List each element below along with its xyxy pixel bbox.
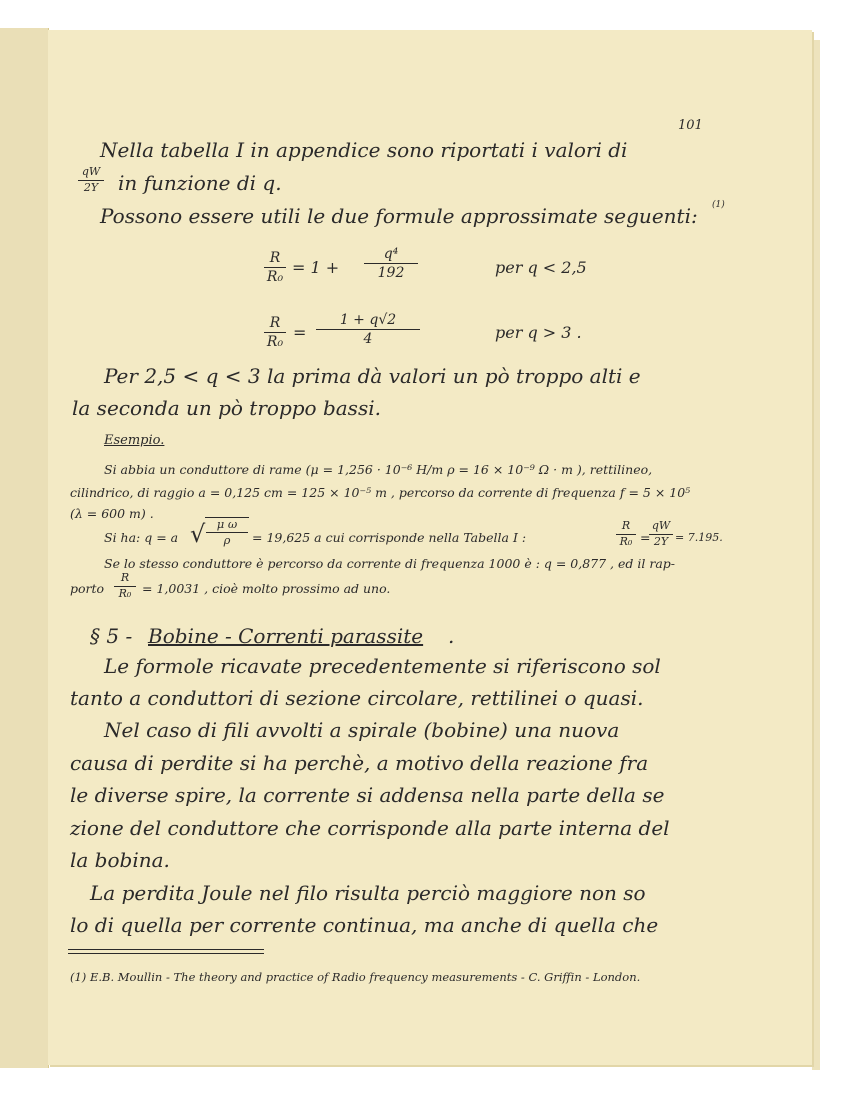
tab-frac2 — [649, 520, 673, 548]
formula1-rhs-num: q⁴ — [383, 246, 399, 262]
porto-den: R₀ — [118, 586, 132, 600]
example-line4-mid: = 19,625 a cui corrisponde nella Tabella I : — [252, 530, 527, 545]
example-line6-rest: = 1,0031 , cioè molto prossimo ad uno. — [142, 581, 391, 596]
section-number: § 5 - — [90, 624, 133, 648]
formula2-rhs — [316, 312, 420, 347]
section-period: . — [448, 624, 455, 648]
body-line-7: la bobina. — [70, 848, 170, 872]
tab-frac1 — [616, 520, 636, 548]
para3-line1: Per 2,5 < q < 3 la prima dà valori un pò troppo alti e — [104, 364, 641, 388]
fraction-bar — [264, 332, 286, 333]
tab-frac1-den: R₀ — [619, 534, 633, 548]
body-line-6: zione del conduttore che corrisponde alla parte interna del — [70, 816, 670, 840]
para2-line: Possono essere utili le due formule approssimate seguenti: — [100, 204, 698, 228]
tab-value: = 7.195. — [675, 531, 723, 544]
body-line-4: causa di perdite si ha perchè, a motivo della reazione fra — [70, 751, 649, 775]
para1-line1: Nella tabella I in appendice sono riportati i valori di — [100, 138, 628, 162]
right-page-edge — [812, 40, 820, 1070]
sqrt-den: ρ — [223, 533, 231, 548]
formula1-rhs — [364, 246, 418, 281]
body-line-8: La perdita Joule nel filo risulta perciò maggiore non so — [90, 881, 646, 905]
formula2-rhs-den: 4 — [363, 331, 373, 348]
porto-fraction — [114, 572, 136, 600]
frac-den: 2Y — [83, 180, 99, 194]
formula1-equals: = 1 + — [292, 258, 340, 277]
page-number: 101 — [678, 118, 703, 133]
example-heading: Esempio. — [104, 433, 165, 448]
formula1-rhs-den: 192 — [377, 265, 405, 282]
example-line6-prefix: porto — [70, 581, 105, 596]
body-line-3: Nel caso di fili avvolti a spirale (bobine) una nuova — [104, 718, 620, 742]
example-line3: (λ = 600 m) . — [70, 506, 154, 521]
formula2-lhs-num: R — [269, 315, 281, 331]
example-line5: Se lo stesso conduttore è percorso da corrente di frequenza 1000 è : q = 0,877 , ed il rap- — [104, 556, 675, 571]
body-line-5: le diverse spire, la corrente si addensa nella parte della se — [70, 783, 665, 807]
sqrt-symbol: √ — [190, 520, 206, 548]
footnote-separator-2 — [68, 953, 264, 954]
para3-line2: la seconda un pò troppo bassi. — [72, 396, 381, 420]
formula2-rhs-num: 1 + q√2 — [339, 312, 397, 328]
example-line1: Si abbia un conduttore di rame (μ = 1,256 · 10⁻⁶ H/m ρ = 16 × 10⁻⁹ Ω · m ), rettilineo, — [104, 462, 653, 477]
formula2-condition: per q > 3 . — [495, 323, 582, 342]
fraction-bar — [364, 263, 418, 264]
tab-frac2-den: 2Y — [653, 534, 669, 548]
left-page-edge — [0, 28, 49, 1068]
formula2-lhs — [264, 315, 286, 350]
fraction-qW-2Y — [78, 166, 104, 194]
formula2-equals: = — [293, 323, 307, 342]
footnote-separator — [68, 949, 264, 950]
body-line-2: tanto a conduttori di sezione circolare, rettilinei o quasi. — [70, 686, 644, 710]
section-title: Bobine - Correnti parassite — [148, 624, 424, 648]
fraction-bar — [316, 329, 420, 330]
example-line2: cilindrico, di raggio a = 0,125 cm = 125 × 10⁻⁵ m , percorso da corrente di frequenza f = 5 × 10⁵ — [70, 485, 691, 500]
tab-frac2-num: qW — [651, 519, 671, 532]
eq-sign: = — [640, 530, 651, 545]
tab-frac1-num: R — [621, 519, 631, 532]
body-line-9: lo di quella per corrente continua, ma anche di quella che — [70, 913, 659, 937]
formula1-lhs-den: R₀ — [266, 269, 284, 286]
footnote-text: (1) E.B. Moullin - The theory and practice of Radio frequency measurements - C. Griffin - London. — [70, 970, 641, 984]
sqrt-num: μ ω — [216, 517, 238, 531]
body-line-1: Le formole ricavate precedentemente si riferiscono sol — [104, 654, 661, 678]
example-line4-prefix: Si ha: q = a — [104, 530, 179, 545]
frac-num: qW — [81, 165, 101, 178]
sqrt-fraction — [206, 518, 248, 547]
document-page — [48, 30, 812, 1065]
formula2-lhs-den: R₀ — [266, 334, 284, 351]
para1-line2: in funzione di q. — [118, 171, 282, 195]
fraction-bar — [264, 267, 286, 268]
formula1-condition: per q < 2,5 — [495, 258, 587, 277]
formula1-lhs — [264, 250, 286, 285]
sqrt-overline — [205, 517, 249, 518]
footnote-ref: (1) — [712, 200, 725, 210]
porto-num: R — [120, 571, 130, 584]
formula1-lhs-num: R — [269, 250, 281, 266]
